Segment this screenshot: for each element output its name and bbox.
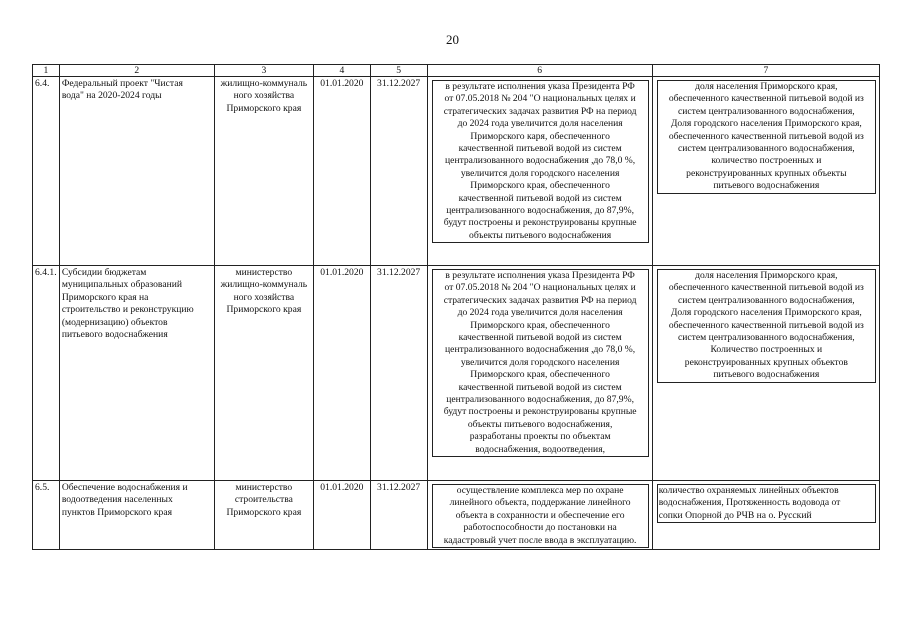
indicator-line: питьевого водоснабжения: [713, 180, 820, 192]
indicator-line: систем централизованного водоснабжения,: [678, 332, 855, 344]
row-number-cell: 6.4.1.: [33, 266, 60, 481]
expected-result-line: Приморского края, обеспеченного: [470, 369, 610, 381]
table-row: [33, 77, 880, 266]
column-header-2: 2: [59, 65, 214, 77]
expected-result-line: от 07.05.2018 № 204 "О национальных целях и: [444, 282, 636, 294]
start-date-cell: 01.01.2020: [313, 481, 370, 550]
executor-line: Приморского края: [226, 506, 302, 518]
measure-name-line: пунктов Приморского края: [61, 506, 173, 518]
measure-name-line: вода" на 2020-2024 годы: [61, 90, 162, 102]
expected-result-line: будут построены и реконструированы крупные: [443, 406, 637, 418]
expected-result-line: линейного объекта, поддержание линейного: [449, 497, 631, 509]
expected-result-line: будут построены и реконструированы крупные: [443, 217, 637, 229]
expected-result-line: Приморского края, обеспеченного: [470, 180, 610, 192]
executor-line: жилищно-коммуналь: [220, 78, 308, 89]
indicator-line: доля населения Приморского края,: [695, 81, 838, 92]
indicator-line: систем централизованного водоснабжения,: [678, 143, 855, 155]
executor-line: Приморского края: [226, 102, 302, 114]
expected-result-box: [432, 484, 649, 548]
indicator-line: Количество построенных и: [710, 344, 823, 356]
measure-name-line: Федеральный проект "Чистая: [61, 78, 183, 89]
expected-result-line: Приморского каря, обеспеченного: [470, 130, 610, 142]
expected-result-line: осуществление комплекса мер по охране: [456, 485, 624, 496]
indicator-box: [657, 269, 876, 383]
indicator-line: обеспеченного качественной питьевой водой из: [668, 130, 864, 142]
executor-cell: [214, 481, 313, 550]
expected-result-line: объекты питьевого водоснабжения,: [467, 418, 613, 430]
indicator-line: Доля городского населения Приморского края,: [670, 307, 862, 319]
executor-line: строительства: [234, 494, 293, 506]
indicator-line: систем централизованного водоснабжения,: [678, 294, 855, 306]
expected-result-line: до 2024 года увеличится доля населения: [457, 118, 623, 130]
header-row: [33, 65, 880, 77]
executor-line: министерство: [235, 267, 293, 278]
expected-result-line: от 07.05.2018 № 204 "О национальных целях и: [444, 93, 636, 105]
expected-result-box: [432, 269, 649, 457]
column-header-6: 6: [427, 65, 652, 77]
measure-name-line: водоотведения населенных: [61, 494, 173, 506]
expected-result-line: стратегических задачах развития РФ на период: [443, 294, 637, 306]
indicator-line: количество построенных и: [711, 155, 822, 167]
expected-result-line: работоспособности до постановки на: [463, 522, 617, 534]
executor-line: Приморского края: [226, 304, 302, 316]
expected-result-line: до 2024 года увеличится доля населения: [457, 307, 623, 319]
expected-result-line: централизованного водоснабжения ,до 78,0 %,: [445, 155, 636, 167]
expected-result-line: водоснабжения, водоотведения,: [475, 443, 606, 455]
indicator-line: реконструированных крупных объекты: [686, 167, 847, 179]
indicator-box: [657, 484, 876, 523]
expected-result-line: централизованного водоснабжения, до 87,9%,: [446, 394, 634, 406]
column-header-5: 5: [370, 65, 427, 77]
measure-name-cell: [59, 77, 214, 266]
indicator-line: количество охраняемых линейных объектов: [658, 485, 839, 496]
indicator-line: реконструированных крупных объектов: [684, 356, 848, 368]
expected-result-line: качественной питьевой водой из систем: [458, 332, 622, 344]
indicator-cell: [652, 481, 879, 550]
measure-name-line: Обеспечение водоснабжения и: [61, 482, 188, 493]
end-date-cell: 31.12.2027: [370, 266, 427, 481]
expected-result-line: стратегических задачах развития РФ на период: [443, 105, 637, 117]
plan-table: [32, 64, 880, 550]
end-date-cell: 31.12.2027: [370, 77, 427, 266]
end-date-cell: 31.12.2027: [370, 481, 427, 550]
executor-cell: [214, 266, 313, 481]
indicator-box: [657, 80, 876, 194]
executor-line: ного хозяйства: [233, 90, 295, 102]
measure-name-line: (модернизацию) объектов: [61, 316, 168, 328]
expected-result-line: увеличится доля городского населения: [460, 167, 620, 179]
measure-name-line: питьевого водоснабжения: [61, 329, 168, 341]
measure-name-line: Приморского края на: [61, 291, 149, 303]
indicator-line: обеспеченного качественной питьевой водой из: [668, 93, 864, 105]
measure-name-line: Субсидии бюджетам: [61, 267, 147, 278]
start-date-cell: 01.01.2020: [313, 77, 370, 266]
indicator-cell: [652, 266, 879, 481]
indicator-line: сопки Опорной до РЧВ на о. Русский: [658, 509, 812, 521]
expected-result-cell: [427, 481, 652, 550]
expected-result-cell: [427, 266, 652, 481]
expected-result-box: [432, 80, 649, 243]
expected-result-line: качественной питьевой водой из систем: [458, 381, 622, 393]
expected-result-line: централизованного водоснабжения ,до 78,0 %,: [445, 344, 636, 356]
indicator-line: обеспеченного качественной питьевой водой из: [668, 319, 864, 331]
column-header-1: 1: [33, 65, 60, 77]
expected-result-line: объекты питьевого водоснабжения: [469, 229, 612, 241]
executor-line: жилищно-коммуналь: [220, 279, 308, 291]
page-number: 20: [446, 32, 459, 47]
measure-name-cell: [59, 481, 214, 550]
indicator-line: Доля городского населения Приморского края,: [670, 118, 862, 130]
start-date-cell: 01.01.2020: [313, 266, 370, 481]
expected-result-line: объекта в сохранности и обеспечение его: [455, 509, 625, 521]
column-header-3: 3: [214, 65, 313, 77]
executor-cell: [214, 77, 313, 266]
indicator-line: питьевого водоснабжения: [713, 369, 820, 381]
expected-result-line: качественной питьевой водой из систем: [458, 143, 622, 155]
expected-result-cell: [427, 77, 652, 266]
measure-name-line: муниципальных образований: [61, 279, 182, 291]
indicator-line: обеспеченного качественной питьевой водой из: [668, 282, 864, 294]
indicator-line: систем централизованного водоснабжения,: [678, 105, 855, 117]
table-row: [33, 481, 880, 550]
row-number-cell: 6.5.: [33, 481, 60, 550]
measure-name-line: строительство и реконструкцию: [61, 304, 194, 316]
executor-line: ного хозяйства: [233, 291, 295, 303]
expected-result-line: увеличится доля городского населения: [460, 356, 620, 368]
expected-result-line: в результате исполнения указа Президента РФ: [445, 270, 635, 281]
expected-result-line: в результате исполнения указа Президента РФ: [445, 81, 635, 92]
table-row: [33, 266, 880, 481]
table-body: [33, 77, 880, 550]
row-number-cell: 6.4.: [33, 77, 60, 266]
expected-result-line: Приморского края, обеспеченного: [470, 319, 610, 331]
column-header-4: 4: [313, 65, 370, 77]
column-header-7: 7: [652, 65, 879, 77]
expected-result-line: централизованного водоснабжения, до 87,9%,: [446, 205, 634, 217]
indicator-line: водоснабжения, Протяженность водовода от: [658, 497, 841, 509]
expected-result-line: разработаны проекты по объектам: [469, 431, 611, 443]
expected-result-line: кадастровый учет после ввода в эксплуатацию.: [443, 534, 637, 546]
measure-name-cell: [59, 266, 214, 481]
executor-line: министерство: [235, 482, 293, 493]
indicator-line: доля населения Приморского края,: [695, 270, 838, 281]
indicator-cell: [652, 77, 879, 266]
expected-result-line: качественной питьевой водой из систем: [458, 192, 622, 204]
